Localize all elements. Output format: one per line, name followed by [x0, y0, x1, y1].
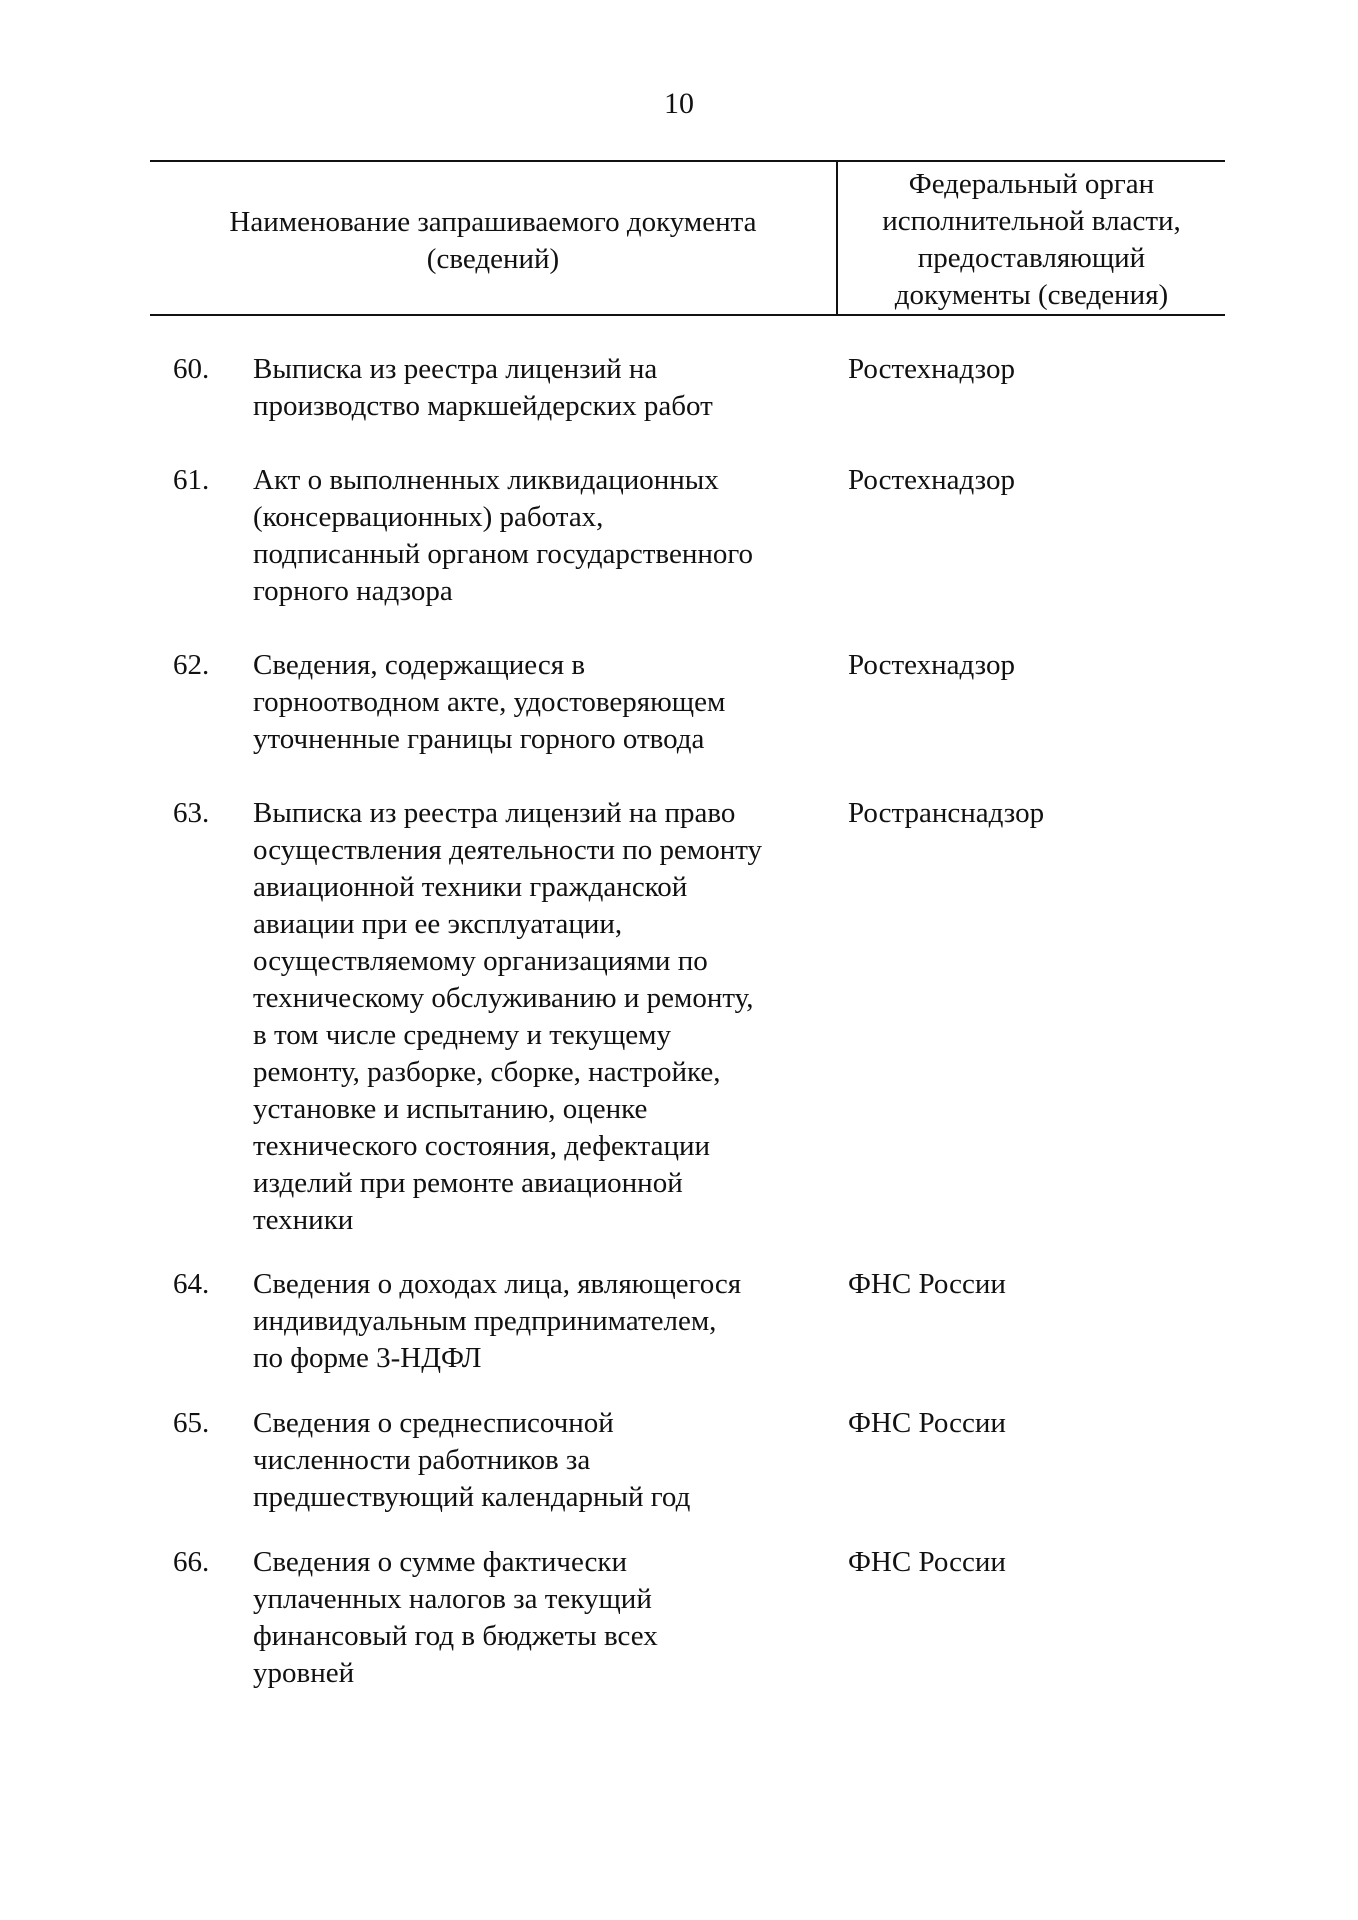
page-number: 10: [664, 87, 694, 120]
row-agency: Ростехнадзор: [848, 649, 1015, 681]
row-document: Сведения о доходах лица, являющегося индивидуальным предпринимателем, по форме 3-НДФЛ: [253, 1268, 742, 1374]
table-header: [150, 160, 1225, 316]
header-agency-column: [838, 162, 1225, 314]
row-agency: Ростехнадзор: [848, 464, 1015, 496]
row-document: Сведения о сумме фактически уплаченных налогов за текущий финансовый год в бюджеты всех уровней: [253, 1546, 658, 1689]
row-number: 63.: [173, 797, 210, 829]
row-number: 60.: [173, 353, 210, 385]
row-agency: Ространснадзор: [848, 797, 1045, 829]
row-document: Выписка из реестра лицензий на право осуществления деятельности по ремонту авиационной техники гражданской авиации при ее эксплуатации, осуществляемому организациями по техническому обслуживанию и ремонту, в том числе среднему и текущему ремонту, разборке, сборке, настройке, установке и испытанию, оценке технического состояния, дефектации изделий при ремонте авиационной техники: [253, 797, 763, 1236]
header-agency-label: Федеральный орган исполнительной власти, предоставляющий документы (сведения): [882, 168, 1181, 311]
row-number: 61.: [173, 464, 210, 496]
row-agency: ФНС России: [848, 1407, 1006, 1439]
row-document: Сведения, содержащиеся в горноотводном акте, удостоверяющем уточненные границы горного отвода: [253, 649, 726, 755]
row-agency: ФНС России: [848, 1546, 1006, 1578]
header-document-label: Наименование запрашиваемого документа (сведений): [229, 206, 757, 275]
row-number: 62.: [173, 649, 210, 681]
row-number: 65.: [173, 1407, 210, 1439]
row-agency: Ростехнадзор: [848, 353, 1015, 385]
row-document: Выписка из реестра лицензий на производство маркшейдерских работ: [253, 353, 713, 422]
header-document-column: [150, 162, 836, 314]
row-document: Акт о выполненных ликвидационных (консервационных) работах, подписанный органом государственного горного надзора: [253, 464, 754, 607]
row-number: 66.: [173, 1546, 210, 1578]
row-number: 64.: [173, 1268, 210, 1300]
row-document: Сведения о среднесписочной численности работников за предшествующий календарный год: [253, 1407, 691, 1513]
row-agency: ФНС России: [848, 1268, 1006, 1300]
